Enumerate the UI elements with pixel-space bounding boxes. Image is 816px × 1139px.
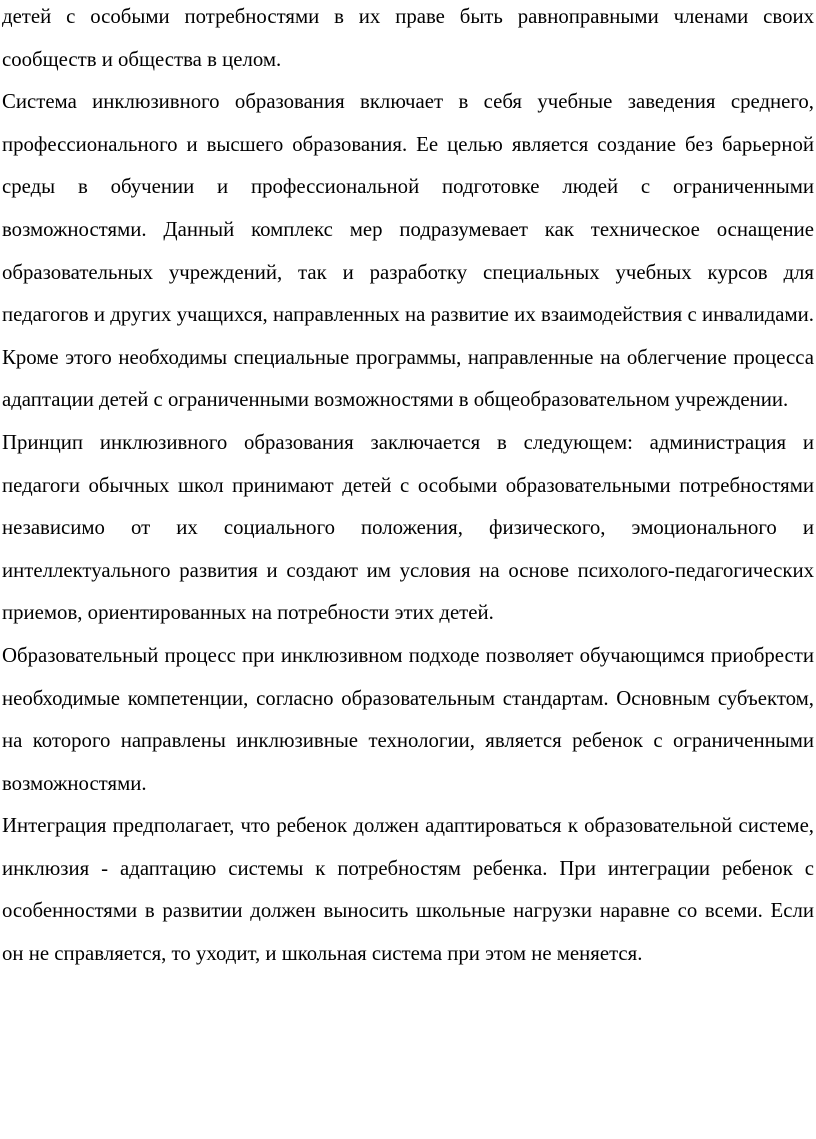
document-page xyxy=(2,0,814,976)
paragraph-continuation: детей с особыми потребностями в их праве быть равноправными членами своих сообществ и общества в целом. xyxy=(2,5,814,71)
paragraph-principle: Принцип инклюзивного образования заключается в следующем: администрация и педагоги обычных школ принимают детей с особыми образовательными потребностями независимо от их социального положения, физического, эмоционального и интеллектуального развития и создают им условия на основе психолого-педагогических приемов, ориентированных на потребности этих детей. xyxy=(2,430,814,625)
paragraph-integration: Интеграция предполагает, что ребенок должен адаптироваться к образовательной системе, инклюзия - адаптацию системы к потребностям ребенка. При интеграции ребенок с особенностями в развитии должен выносить школьные нагрузки наравне со всеми. Если он не справляется, то уходит, и школьная система при этом не меняется. xyxy=(2,814,814,966)
paragraph-inclusive-system: Система инклюзивного образования включает в себя учебные заведения среднего, профессионального и высшего образования. Ее целью является создание без барьерной среды в обучении и профессиональной подготовке людей с ограниченными возможностями. Данный комплекс мер подразумевает как техническое оснащение образовательных учреждений, так и разработку специальных учебных курсов для педагогов и других учащихся, направленных на развитие их взаимодействия с инвалидами. Кроме этого необходимы специальные программы, направленные на облегчение процесса адаптации детей с ограниченными возможностями в общеобразовательном учреждении. xyxy=(2,90,814,412)
paragraph-educational-process: Образовательный процесс при инклюзивном подходе позволяет обучающимся приобрести необходимые компетенции, согласно образовательным стандартам. Основным субъектом, на которого направлены инклюзивные технологии, является ребенок с ограниченными возможностями. xyxy=(2,643,814,795)
